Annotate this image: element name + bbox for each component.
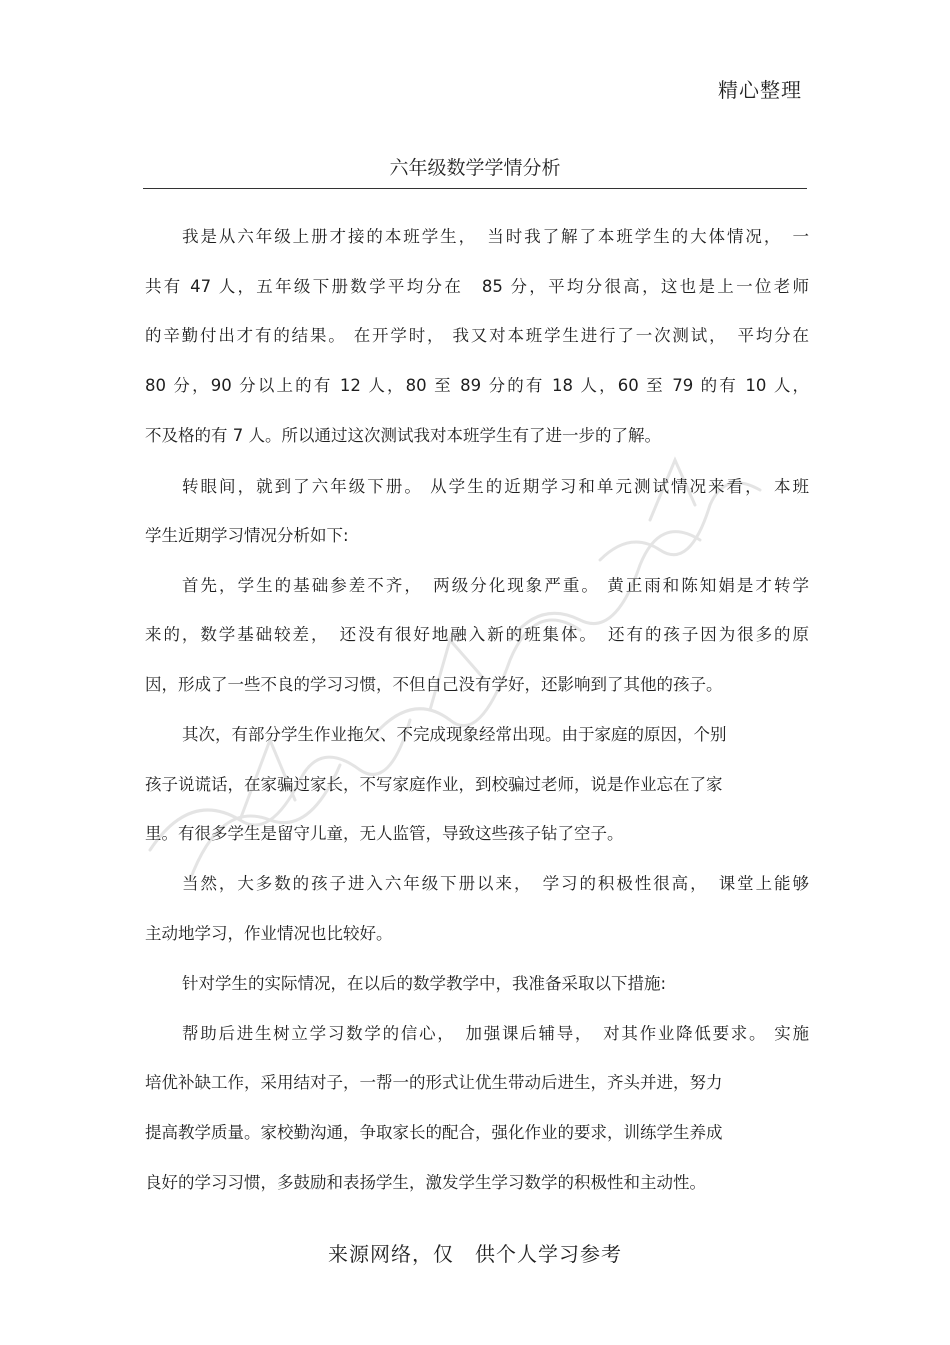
paragraph-line: 帮助后进生树立学习数学的信心， 加强课后辅导， 对其作业降低要求。 实施 bbox=[182, 1024, 809, 1043]
paragraph-line: 转眼间，就到了六年级下册。 从学生的近期学习和单元测试情况来看， 本班 bbox=[182, 477, 809, 496]
paragraph-line: 针对学生的实际情况，在以后的数学教学中，我准备采取以下措施: bbox=[182, 974, 667, 993]
header-note: 精心整理 bbox=[718, 78, 802, 102]
paragraph-line: 孩子说谎话，在家骗过家长，不写家庭作业，到校骗过老师，说是作业忘在了家 bbox=[145, 775, 723, 794]
paragraph-line: 来的，数学基础较差， 还没有很好地融入新的班集体。 还有的孩子因为很多的原 bbox=[145, 625, 809, 644]
paragraph-line: 里。有很多学生是留守儿童，无人监管，导致这些孩子钻了空子。 bbox=[145, 824, 624, 843]
paragraph-line: 因，形成了一些不良的学习习惯，不但自己没有学好，还影响到了其他的孩子。 bbox=[145, 675, 723, 694]
paragraph-line: 良好的学习习惯，多鼓励和表扬学生，激发学生学习数学的积极性和主动性。 bbox=[145, 1173, 706, 1192]
paragraph-line: 首先，学生的基础参差不齐， 两级分化现象严重。 黄正雨和陈知娟是才转学 bbox=[182, 576, 809, 595]
paragraph-line: 不及格的有 7 人。所以通过这次测试我对本班学生有了进一步的了解。 bbox=[145, 426, 661, 445]
paragraph-line: 共有 47 人，五年级下册数学平均分在 85 分，平均分很高，这也是上一位老师 bbox=[145, 277, 809, 296]
paragraph-line: 提高教学质量。家校勤沟通，争取家长的配合，强化作业的要求，训练学生养成 bbox=[145, 1123, 723, 1142]
page-title: 六年级数学学情分析 bbox=[389, 157, 561, 179]
paragraph-line: 主动地学习，作业情况也比较好。 bbox=[145, 924, 393, 943]
paragraph-line: 培优补缺工作，采用结对子，一帮一的形式让优生带动后进生，齐头并进，努力 bbox=[145, 1073, 723, 1092]
paragraph-line: 80 分，90 分以上的有 12 人，80 至 89 分的有 18 人，60 至 79 的有 10 人， bbox=[145, 376, 809, 395]
paragraph-line: 的辛勤付出才有的结果。 在开学时， 我又对本班学生进行了一次测试， 平均分在 bbox=[145, 326, 809, 345]
paragraph-line: 当然，大多数的孩子进入六年级下册以来， 学习的积极性很高， 课堂上能够 bbox=[182, 874, 809, 893]
title-divider bbox=[143, 188, 807, 189]
footer-note: 来源网络，仅 供个人学习参考 bbox=[328, 1242, 622, 1266]
paragraph-line: 其次，有部分学生作业拖欠、不完成现象经常出现。由于家庭的原因，个别 bbox=[182, 725, 727, 744]
paragraph-line: 我是从六年级上册才接的本班学生， 当时我了解了本班学生的大体情况， 一 bbox=[182, 227, 809, 246]
paragraph-line: 学生近期学习情况分析如下: bbox=[145, 526, 349, 545]
